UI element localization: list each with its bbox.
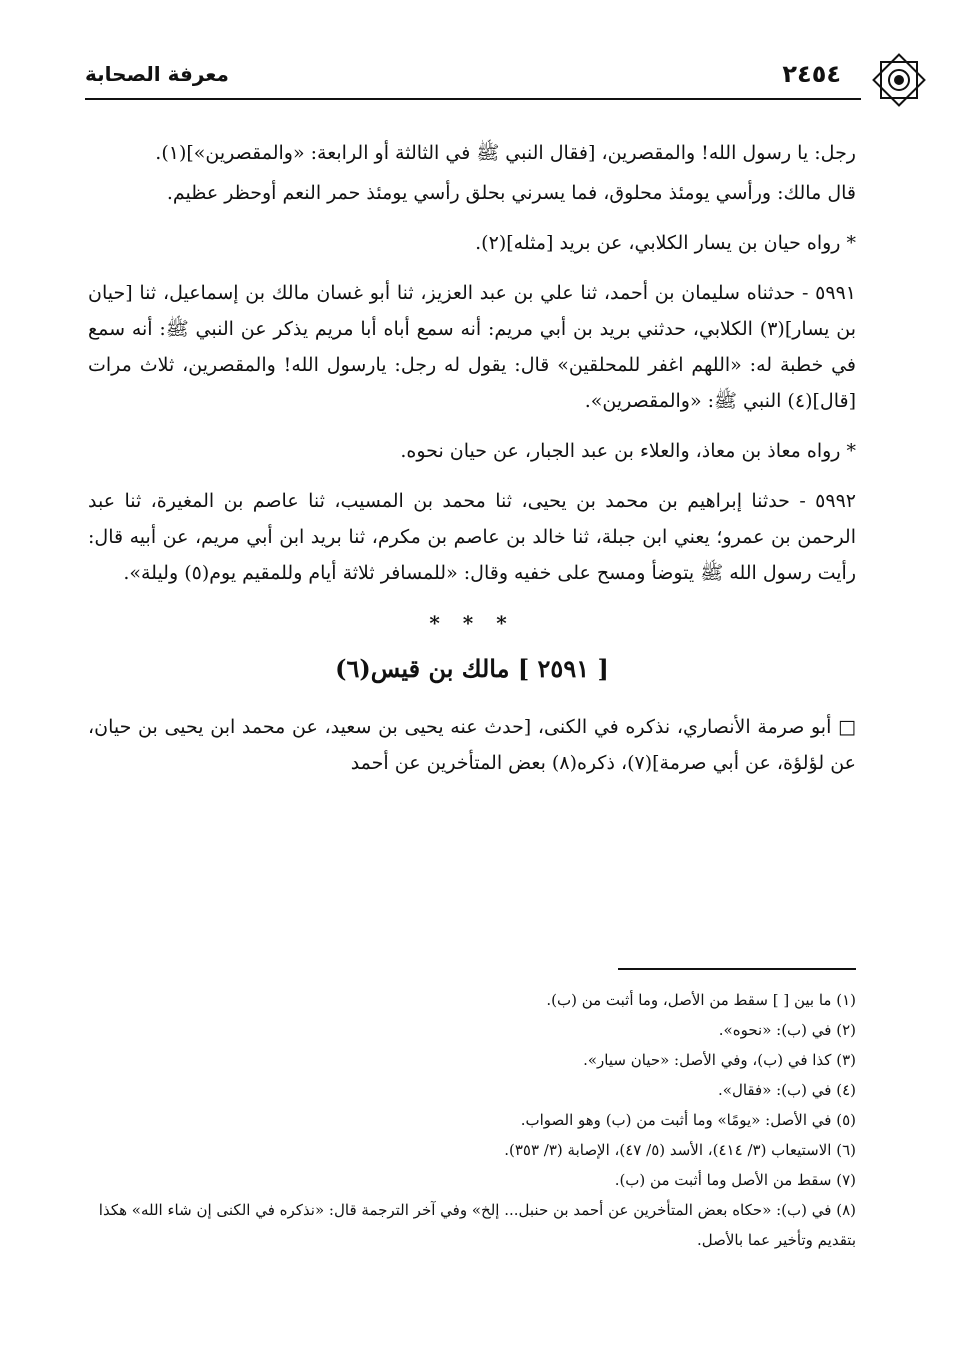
paragraph: * رواه حيان بن يسار الكلابي، عن بريد [مثله](٢). [475, 232, 856, 254]
footnote: (٨) في (ب): «حكاه بعض المتأخرين عن أحمد بن حنبل... إلخ» وفي آخر الترجمة قال: «نذكره في الكنى إن شاء الله» هكذا بتقديم وتأخير عما بالأصل. [98, 1201, 856, 1249]
footnote: (٤) في (ب): «فقال». [718, 1081, 856, 1099]
page-header [85, 58, 861, 100]
page-number: ٢٤٥٤ [782, 60, 841, 88]
paragraph: رجل: يا رسول الله! والمقصرين، [فقال النبي ﷺ في الثالثة أو الرابعة: «والمقصرين»](١). [155, 142, 856, 164]
footnote: (٧) سقط من الأصل وما أثبت من (ب). [614, 1171, 856, 1189]
ornament-icon [867, 48, 931, 112]
paragraph: * رواه معاذ بن معاذ، والعلاء بن عبد الجبار، عن حيان نحوه. [400, 440, 856, 462]
footnote: (٣) كذا في (ب)، وفي الأصل: «حيان سيار». [583, 1051, 856, 1069]
hadith-5992: ٥٩٩٢ - حدثنا إبراهيم بن محمد بن يحيى، ثنا محمد بن المسيب، ثنا عاصم بن المغيرة، ثنا عبد الرحمن بن عمرو؛ يعني ابن جبلة، ثنا خالد بن عاصم بن مكرم، ثنا بريد ابن أبي مريم، عن أبيه قال: رأيت رسول الله ﷺ يتوضأ ومسح على خفيه وقال: «للمسافر ثلاثة أيام وللمقيم يوم(٥) وليلة». [88, 490, 856, 584]
footnotes [95, 985, 856, 1255]
footnote: (٦) الاستيعاب (٣/ ٤١٤)، الأسد (٥/ ٤٧)، الإصابة (٣/ ٣٥٣). [504, 1141, 856, 1159]
paragraph: قال مالك: ورأسي يومئذ محلوق، فما يسرني بحلق رأسي يومئذ حمر النعم أوحظر عظيم. [166, 182, 856, 204]
entry-heading: [ ٢٥٩١ ] مالك بن قيس(٦) [335, 654, 609, 683]
hadith-5991: ٥٩٩١ - حدثناه سليمان بن أحمد، ثنا علي بن عبد العزيز، ثنا أبو غسان مالك بن إسماعيل، ثنا [حيان بن يسار](٣) الكلابي، حدثني بريد بن أبي مريم: أنه سمع أباه أبا مريم يذكر عن النبي ﷺ: أنه سمع في خطبة له: «اللهم اغفر للمحلقين» قال: يقول له رجل: يارسول الله! والمقصرين، ثلاث مرات [قال](٤) النبي ﷺ: «والمقصرين». [88, 282, 856, 412]
footnote-divider [618, 968, 856, 970]
running-title: معرفة الصحابة [85, 62, 229, 86]
footnote: (٢) في (ب): «نحوه». [718, 1021, 856, 1039]
main-text [88, 135, 856, 795]
footnote: (١) ما بين [ ] سقط من الأصل، وما أثبت من (ب). [546, 991, 856, 1009]
paragraph: □ أبو صرمة الأنصاري، نذكره في الكنى، [حدث عنه يحيى بن سعيد، عن محمد ابن يحيى بن حيان، عن لؤلؤة، عن أبي صرمة](٧)، ذكره(٨) بعض المتأخرين عن أحمد [88, 716, 856, 774]
footnote: (٥) في الأصل: «يومًا» وما أثبت من (ب) وهو الصواب. [520, 1111, 856, 1129]
section-separator: * * * [429, 611, 515, 635]
